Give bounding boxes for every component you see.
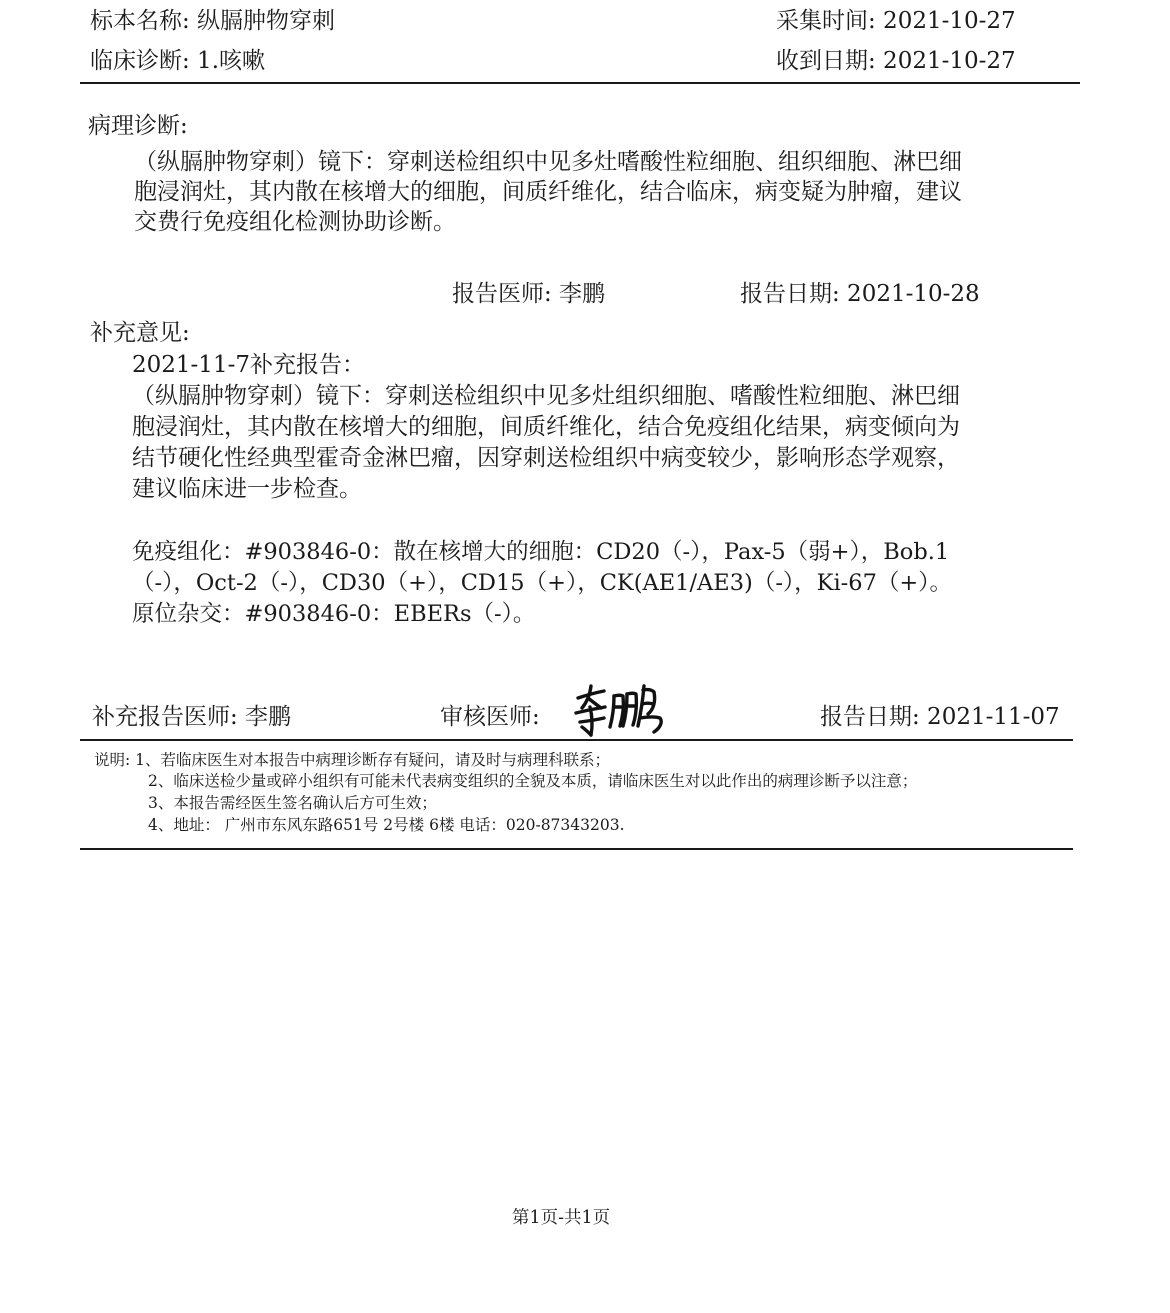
- pathology-line: （纵膈肿物穿刺）镜下：穿刺送检组织中见多灶嗜酸性粒细胞、组织细胞、淋巴细: [134, 149, 962, 175]
- header-divider: [80, 82, 1080, 84]
- note-line: 说明: 1、若临床医生对本报告中病理诊断存有疑问，请及时与病理科联系；: [94, 751, 611, 769]
- pathology-line: 胞浸润灶，其内散在核增大的细胞，间质纤维化，结合临床，病变疑为肿瘤，建议: [134, 179, 962, 205]
- supplement-date-line: 2021-11-7补充报告：: [132, 352, 365, 378]
- ish-line: 原位杂交：#903846-0：EBERs（-）。: [132, 601, 536, 627]
- clinical-diagnosis: 临床诊断: 1.咳嗽: [90, 48, 266, 74]
- supplement-heading: 补充意见:: [90, 320, 190, 346]
- handwritten-signature-graphic: [568, 680, 680, 738]
- received-date: 收到日期: 2021-10-27: [776, 48, 1016, 74]
- supplement-line: 建议临床进一步检查。: [132, 476, 362, 502]
- final-report-date: 报告日期: 2021-11-07: [820, 704, 1060, 730]
- supplement-doctor: 补充报告医师: 李鹏: [92, 704, 292, 730]
- reviewer-label: 审核医师:: [440, 704, 540, 730]
- signoff-divider: [80, 739, 1073, 741]
- report-doctor: 报告医师: 李鹏: [452, 281, 606, 307]
- note-line: 2、临床送检少量或碎小组织有可能未代表病变组织的全貌及本质，请临床医生对以此作出的病理诊断予以注意；: [148, 772, 918, 790]
- supplement-line: （纵膈肿物穿刺）镜下：穿刺送检组织中见多灶组织细胞、嗜酸性粒细胞、淋巴细: [132, 383, 960, 409]
- pathology-heading: 病理诊断:: [88, 113, 188, 139]
- pathology-line: 交费行免疫组化检测协助诊断。: [134, 209, 456, 235]
- notes-divider: [80, 848, 1073, 850]
- note-line: 3、本报告需经医生签名确认后方可生效；: [148, 794, 437, 812]
- report-date: 报告日期: 2021-10-28: [740, 281, 980, 307]
- collect-time: 采集时间: 2021-10-27: [776, 8, 1016, 34]
- note-line: 4、地址： 广州市东风东路651号 2号楼 6楼 电话：020-87343203.: [148, 816, 625, 834]
- page-number: 第1页-共1页: [512, 1208, 611, 1228]
- ihc-line: （-），Oct-2（-），CD30（+），CD15（+），CK(AE1/AE3)（-），Ki-67（+）。: [132, 570, 953, 596]
- specimen-name: 标本名称: 纵膈肿物穿刺: [90, 8, 336, 34]
- supplement-line: 结节硬化性经典型霍奇金淋巴瘤，因穿刺送检组织中病变较少，影响形态学观察，: [132, 445, 960, 471]
- supplement-line: 胞浸润灶，其内散在核增大的细胞，间质纤维化，结合免疫组化结果，病变倾向为: [132, 414, 960, 440]
- ihc-line: 免疫组化：#903846-0：散在核增大的细胞：CD20（-），Pax-5（弱+），Bob.1: [132, 539, 950, 565]
- reviewer-signature: [568, 680, 680, 738]
